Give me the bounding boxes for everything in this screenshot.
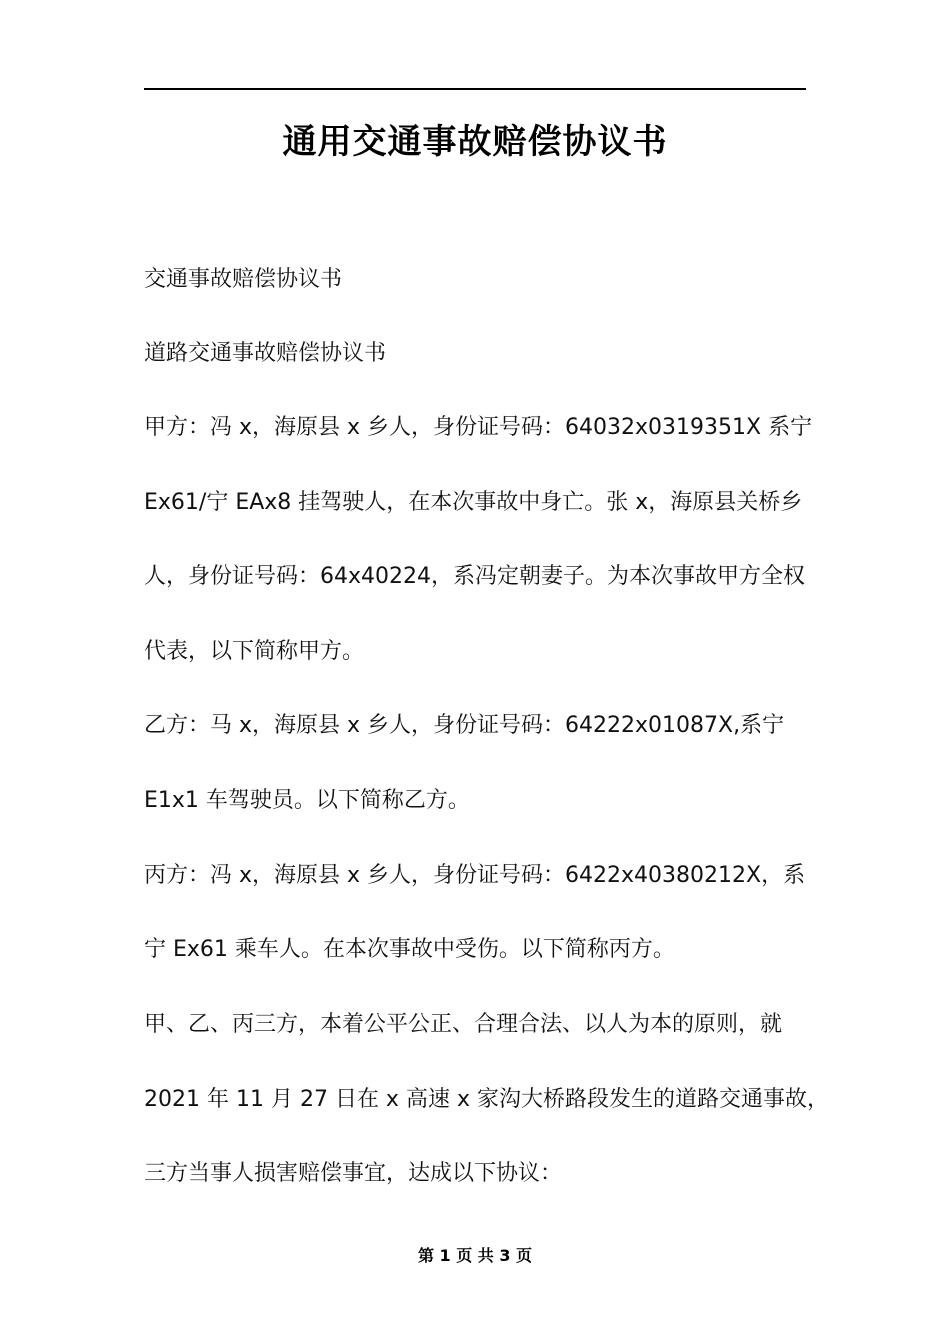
text-line: 甲方：冯 x，海原县 x 乡人，身份证号码：64032x0319351X 系宁 (144, 415, 813, 440)
text-line: 宁 Ex61 乘车人。在本次事故中受伤。以下简称丙方。 (144, 937, 675, 962)
text-line: 交通事故赔偿协议书 (144, 267, 343, 292)
document-title: 通用交通事故赔偿协议书 (282, 122, 668, 162)
text-line: 甲、乙、丙三方，本着公平公正、合理合法、以人为本的原则，就 (144, 1012, 783, 1037)
text-line: E1x1 车驾驶员。以下简称乙方。 (144, 788, 470, 813)
text-line: 丙方：冯 x，海原县 x 乡人，身份证号码：6422x40380212X，系 (144, 863, 806, 888)
text-line: 三方当事人损害赔偿事宜，达成以下协议： (144, 1161, 563, 1186)
text-line: 道路交通事故赔偿协议书 (144, 341, 387, 366)
text-line: 人，身份证号码：64x40224，系冯定朝妻子。为本次事故甲方全权 (144, 564, 806, 589)
header-rule (144, 88, 806, 90)
page-footer: 第 1 页 共 3 页 (417, 1246, 533, 1265)
text-line: 乙方：马 x，海原县 x 乡人，身份证号码：64222x01087X,系宁 (144, 713, 785, 738)
text-line: 2021 年 11 月 27 日在 x 高速 x 家沟大桥路段发生的道路交通事故， (144, 1087, 829, 1112)
text-line: Ex61/宁 EAx8 挂驾驶人，在本次事故中身亡。张 x，海原县关桥乡 (144, 490, 803, 515)
text-line: 代表，以下简称甲方。 (144, 639, 365, 664)
